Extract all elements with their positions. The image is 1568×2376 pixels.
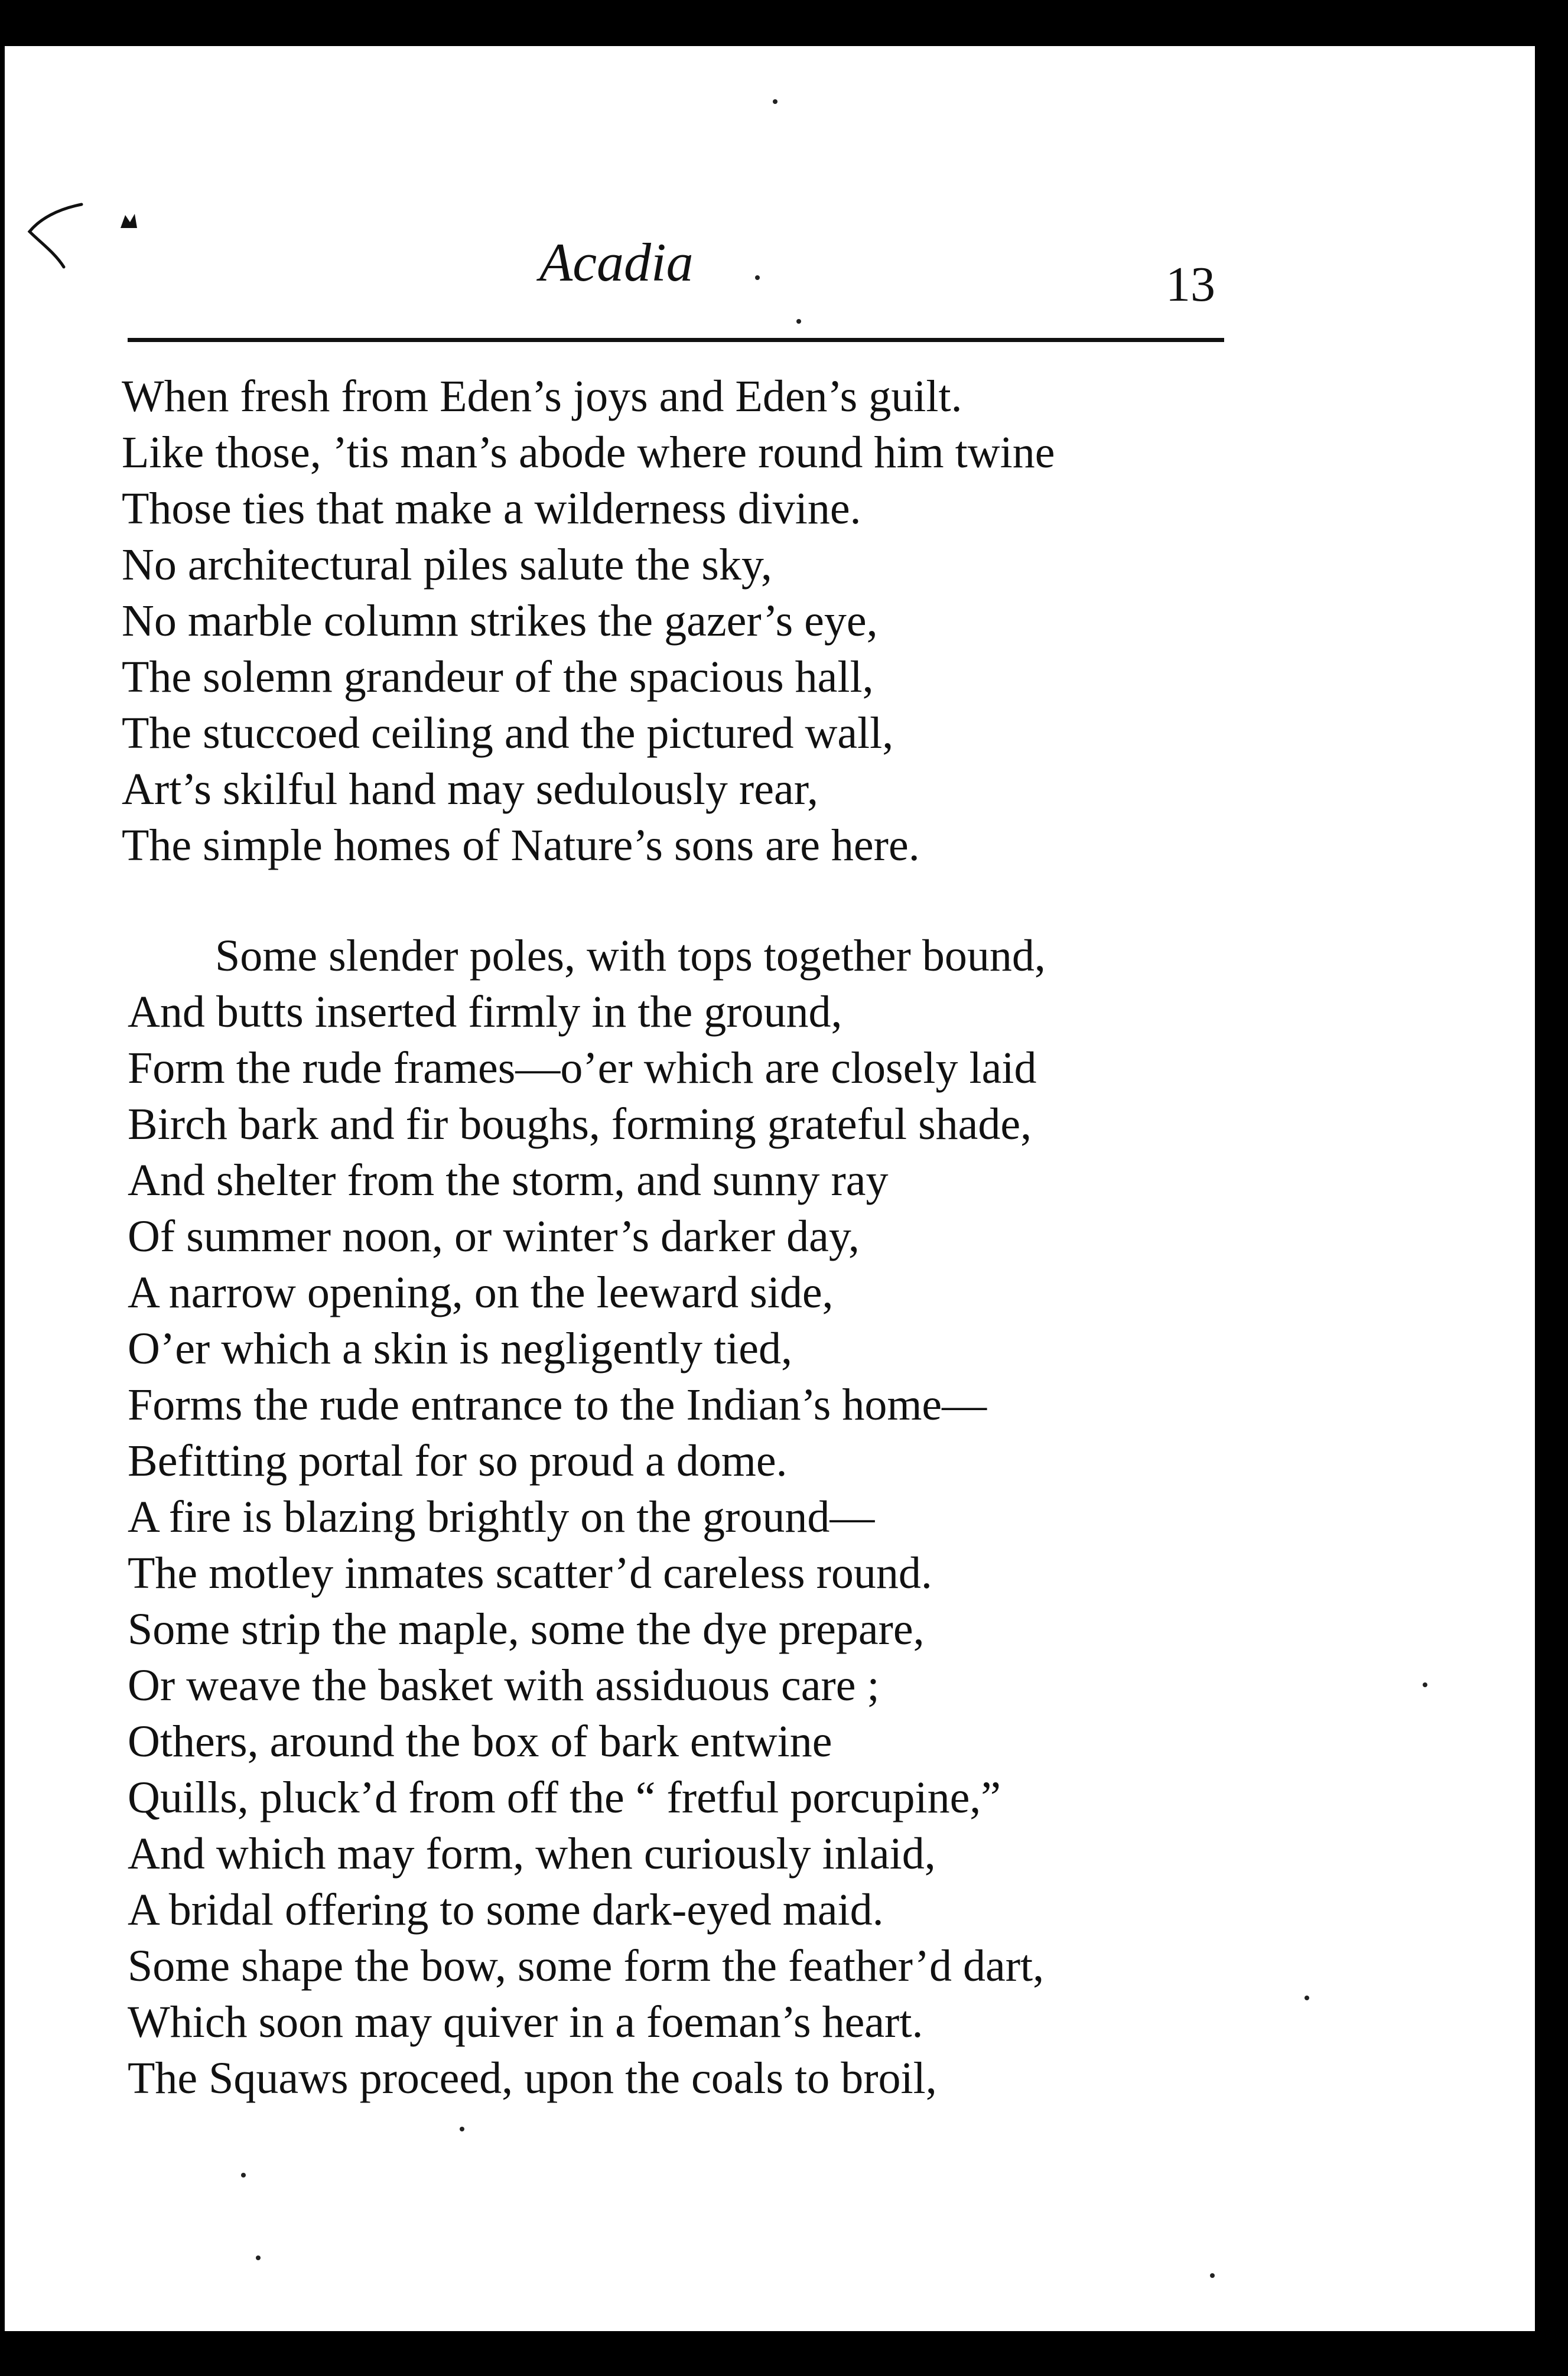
poem-line: The motley inmates scatter’d careless round. xyxy=(128,1548,932,1598)
ink-speck xyxy=(256,2255,261,2260)
poem-line: Others, around the box of bark entwine xyxy=(128,1717,832,1766)
poem-line: Some shape the bow, some form the feather’d dart, xyxy=(128,1941,1045,1991)
poem-line: And which may form, when curiously inlaid, xyxy=(128,1829,936,1879)
poem-line: The simple homes of Nature’s sons are here. xyxy=(122,821,920,870)
poem-line: Of summer noon, or winter’s darker day, xyxy=(128,1212,860,1261)
header-rule xyxy=(128,338,1224,342)
poem-line: Forms the rude entrance to the Indian’s home— xyxy=(128,1380,987,1430)
poem-line: Which soon may quiver in a foeman’s heart. xyxy=(128,1997,923,2047)
poem-line: No architectural piles salute the sky, xyxy=(122,540,772,590)
poem-line: A bridal offering to some dark-eyed maid. xyxy=(128,1885,884,1935)
ink-speck xyxy=(1210,2273,1215,2278)
poem-line: Like those, ’tis man’s abode where round him twine xyxy=(122,428,1055,477)
poem-line: Birch bark and fir boughs, forming grateful shade, xyxy=(128,1099,1032,1149)
poem-line: The Squaws proceed, upon the coals to broil, xyxy=(128,2053,937,2103)
scan-speck xyxy=(1524,1111,1529,1115)
ink-speck xyxy=(1423,1682,1427,1687)
ink-speck xyxy=(460,2127,464,2131)
ink-speck xyxy=(773,99,778,104)
poem-line: No marble column strikes the gazer’s eye, xyxy=(122,596,878,646)
ink-speck xyxy=(755,275,760,280)
poem-stanza-2 xyxy=(128,928,1046,2107)
handwritten-bracket-mark xyxy=(22,201,87,272)
poem-line: Art’s skilful hand may sedulously rear, xyxy=(122,764,818,814)
poem-line: Quills, pluck’d from off the “ fretful porcupine,” xyxy=(128,1773,1001,1822)
poem-line: And shelter from the storm, and sunny ray xyxy=(128,1156,889,1205)
poem-line: Those ties that make a wilderness divine. xyxy=(122,484,861,533)
printer-ornament-mark xyxy=(117,210,141,234)
book-page xyxy=(5,46,1535,2331)
ink-speck xyxy=(241,2173,246,2178)
poem-line: O’er which a skin is negligently tied, xyxy=(128,1324,792,1373)
poem-line: Some strip the maple, some the dye prepare, xyxy=(128,1604,925,1654)
poem-line: And butts inserted firmly in the ground, xyxy=(128,987,842,1037)
poem-line: A fire is blazing brightly on the ground— xyxy=(128,1492,875,1542)
poem-line: Form the rude frames—o’er which are closely laid xyxy=(128,1043,1037,1093)
ink-speck xyxy=(1305,1996,1309,2000)
poem-line: The stuccoed ceiling and the pictured wall, xyxy=(122,708,894,758)
poem-line: When fresh from Eden’s joys and Eden’s guilt. xyxy=(122,372,962,421)
poem-line: The solemn grandeur of the spacious hall, xyxy=(122,652,874,702)
poem-line: Some slender poles, with tops together bound, xyxy=(215,931,1046,981)
ink-speck xyxy=(796,319,801,324)
page-number: 13 xyxy=(1166,257,1215,312)
poem-line: Or weave the basket with assiduous care ; xyxy=(128,1661,880,1710)
poem-stanza-1 xyxy=(122,369,1055,874)
scan-speck xyxy=(1524,2091,1529,2096)
running-title: Acadia xyxy=(539,232,694,292)
poem-line: A narrow opening, on the leeward side, xyxy=(128,1268,834,1317)
poem-line: Befitting portal for so proud a dome. xyxy=(128,1436,788,1486)
